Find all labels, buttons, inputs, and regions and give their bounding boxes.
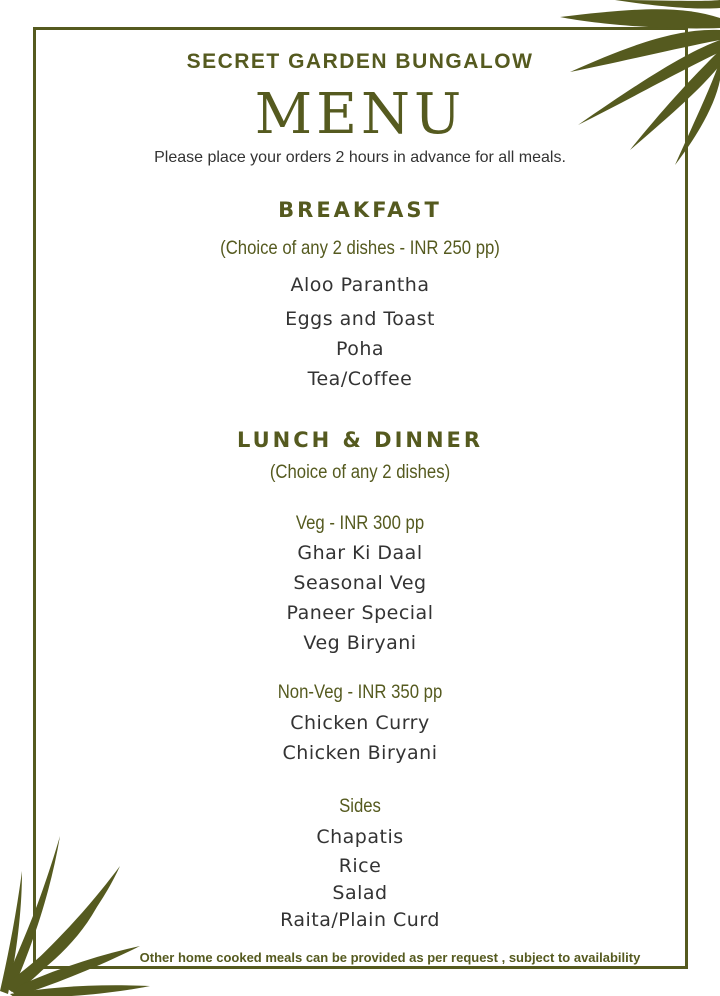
menu-item: Eggs and Toast [285,308,435,330]
lunch-dinner-note: (Choice of any 2 dishes) [269,462,451,483]
nonveg-subheading: Non-Veg - INR 350 pp [277,682,443,703]
footer-note: Other home cooked meals can be provided as per request , subject to availability [139,950,641,965]
menu-item: Chicken Curry [290,712,430,734]
menu-item: Paneer Special [286,602,434,624]
menu-item: Aloo Parantha [290,274,430,296]
venue-name: SECRET GARDEN BUNGALOW [186,50,534,73]
menu-item: Veg Biryani [303,632,417,654]
menu-item: Raita/Plain Curd [280,909,440,931]
page-title: MENU [254,82,466,147]
menu-item: Chicken Biryani [282,742,438,764]
breakfast-heading: BREAKFAST [278,198,442,222]
menu-item: Tea/Coffee [307,368,413,390]
menu-item: Chapatis [316,826,404,848]
lunch-dinner-heading: LUNCH & DINNER [236,428,484,452]
veg-subheading: Veg - INR 300 pp [295,513,425,534]
menu-item: Poha [335,338,385,360]
menu-item: Seasonal Veg [293,572,427,594]
menu-item: Ghar Ki Daal [297,542,423,564]
breakfast-note: (Choice of any 2 dishes - INR 250 pp) [220,238,500,259]
order-instructions: Please place your orders 2 hours in advance for all meals. [154,149,566,166]
menu-item: Rice [338,855,382,877]
menu-item: Salad [332,882,388,904]
sides-subheading: Sides [339,796,381,817]
